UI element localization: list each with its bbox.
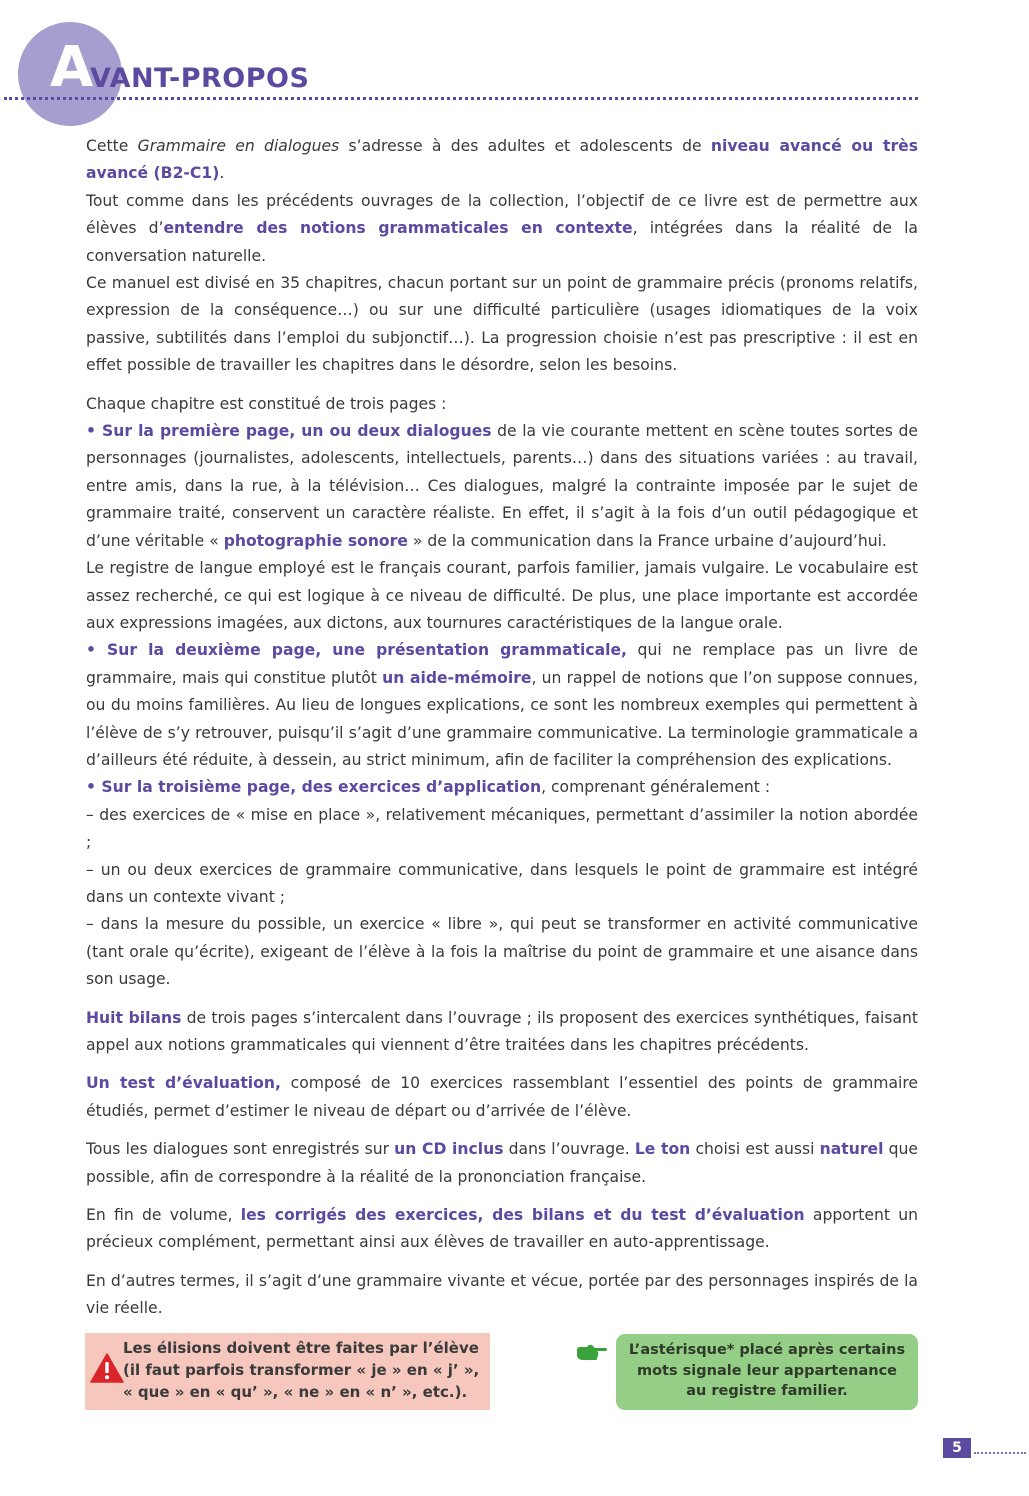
highlighted-text: naturel [819, 1140, 884, 1159]
title-dotted-rule [4, 97, 918, 100]
note-line: au registre familier. [686, 1383, 848, 1399]
body-text: En fin de volume, [86, 1206, 241, 1225]
paragraph [86, 1070, 918, 1125]
body-text: de trois pages s’intercalent dans l’ouvrage ; ils proposent des exercices synthétiques, faisant appel aux notions grammaticales qui viennent d’être traitées dans les chapitres précédents. [86, 1008, 919, 1054]
book-title-text: Grammaire en dialogues [137, 137, 340, 155]
body-text: choisi est aussi [690, 1140, 820, 1159]
body-text: » de la communication dans la France urbaine d’aujourd’hui. [407, 531, 887, 550]
paragraph [86, 802, 918, 857]
body-text: s’adresse à des adultes et adolescents de [339, 137, 711, 155]
paragraph [86, 555, 918, 637]
highlighted-text: • Sur la première page, un ou deux dialogues [86, 422, 492, 441]
note-line: mots signale leur appartenance [636, 1362, 898, 1379]
page-number-dotted-rule [974, 1452, 1026, 1454]
body-text: , comprenant généralement : [541, 778, 771, 797]
body-text: . [219, 164, 225, 183]
paragraph [86, 1136, 918, 1191]
paragraph [86, 774, 918, 801]
paragraph [86, 1202, 918, 1257]
body-text: , intégrées dans la réalité de la conversation naturelle. [86, 219, 918, 265]
page-title: VANT-PROPOS [90, 63, 310, 94]
highlighted-text: • Sur la deuxième page, une présentation grammaticale, [86, 641, 627, 660]
body-text: Cette [86, 137, 138, 155]
body-text: dans l’ouvrage. [503, 1140, 635, 1159]
title-initial: A [50, 35, 94, 100]
warning-text [123, 1337, 483, 1403]
body-text: Le registre de langue employé est le français courant, parfois familier, jamais vulgaire. Le vocabulaire est assez recherché, ce qui est logique à ce niveau de difficulté. De plus, une place importante est accordée aux expressions imagées, aux dictons, aux tournures caractéristiques de la langue orale. [86, 559, 918, 632]
pointing-hand-icon [576, 1343, 608, 1363]
familiar-register-note [616, 1334, 918, 1410]
body-text: Ce manuel est divisé en 35 chapitres, chacun portant sur un point de grammaire précis (pronoms relatifs, expression de la conséquence…) ou sur une difficulté particulière (usages idiomatiques de la voix passive, subtilités dans l’emploi du subjonctif…). La progression choisie n’est pas prescriptive : il est en effet possible de travailler les chapitres dans le désordre, selon les besoins. [86, 274, 918, 375]
note-text [616, 1340, 918, 1402]
warning-triangle-icon [90, 1353, 124, 1383]
foreword-text [86, 133, 918, 1323]
body-text: de la vie courante mettent en scène toutes sortes de personnages (journalistes, adolescents, intellectuels, parents…) dans des situations variées : au travail, entre amis, dans la rue, à la télévision… Ces dialogues, malgré la contrainte imposée par le sujet de grammaire traité, conservent un caractère réaliste. En effet, il s’agit à la fois d’un outil pédagogique et d’une véritable « [86, 422, 918, 550]
paragraph [86, 391, 918, 418]
paragraph [86, 188, 918, 270]
highlighted-text: les corrigés des exercices, des bilans et du test d’évaluation [240, 1206, 805, 1225]
body-text: Tout comme dans les précédents ouvrages de la collection, l’objectif de ce livre est de permettre aux élèves d’ [86, 191, 918, 238]
paragraph [86, 637, 918, 774]
paragraph [86, 911, 918, 993]
warning-line: « que » en « qu’ », « ne » en « n’ », etc.). [123, 1383, 468, 1401]
note-line: L’astérisque* placé après certains [628, 1342, 906, 1358]
body-text: En d’autres termes, il s’agit d’une grammaire vivante et vécue, portée par des personnages inspirés de la vie réelle. [86, 1271, 918, 1318]
paragraph [86, 1005, 918, 1060]
paragraph [86, 133, 918, 188]
warning-line: (il faut parfois transformer « je » en « j’ », [123, 1361, 480, 1379]
highlighted-text: niveau avancé ou très avancé (B2-C1) [86, 137, 919, 183]
body-text: Chaque chapitre est constitué de trois pages : [86, 394, 447, 413]
paragraph [86, 270, 918, 380]
highlighted-text: • Sur la troisième page, des exercices d’application [86, 778, 542, 797]
highlighted-text: un aide-mémoire [382, 668, 532, 687]
highlighted-text: Huit bilans [86, 1008, 182, 1027]
paragraph [86, 857, 918, 912]
warning-line: Les élisions doivent être faites par l’élève [123, 1339, 479, 1357]
body-text: – dans la mesure du possible, un exercice « libre », qui peut se transformer en activité communicative (tant orale qu’écrite), exigeant de l’élève à la fois la maîtrise du point de grammaire et une aisance dans son usage. [86, 915, 918, 989]
highlighted-text: photographie sonore [223, 531, 408, 550]
highlighted-text: un CD inclus [394, 1140, 504, 1159]
page-number: 5 [943, 1438, 971, 1458]
body-text: composé de 10 exercices rassemblant l’essentiel des points de grammaire étudiés, permet d’estimer le niveau de départ ou d’arrivée de l’élève. [86, 1074, 919, 1120]
body-text: qui ne remplace pas un livre de grammaire, mais qui constitue plutôt [86, 641, 918, 687]
paragraph [86, 1268, 918, 1323]
body-text: – des exercices de « mise en place », relativement mécaniques, permettant d’assimiler la notion abordée ; [86, 805, 918, 852]
body-text: , un rappel de notions que l’on suppose connues, ou du moins familières. Au lieu de longues explications, ce sont les nombreux exemples qui permettent à l’élève de s’y retrouver, puisqu’il s’agit d’une grammaire communicative. La terminologie grammaticale a d’ailleurs été réduite, à dessein, au strict minimum, afin de faciliter la compréhension des explications. [86, 668, 918, 769]
body-text: apportent un précieux complément, permettant ainsi aux élèves de travailler en auto-apprentissage. [86, 1206, 918, 1252]
highlighted-text: entendre des notions grammaticales en contexte [163, 219, 633, 238]
body-text: que possible, afin de correspondre à la réalité de la prononciation française. [86, 1140, 918, 1186]
highlighted-text: Un test d’évaluation, [86, 1074, 281, 1093]
body-text: Tous les dialogues sont enregistrés sur [86, 1140, 395, 1159]
highlighted-text: Le ton [634, 1140, 691, 1159]
paragraph [86, 418, 918, 555]
body-text: – un ou deux exercices de grammaire communicative, dans lesquels le point de grammaire est intégré dans un contexte vivant ; [86, 860, 918, 906]
elision-warning-box [85, 1333, 490, 1410]
